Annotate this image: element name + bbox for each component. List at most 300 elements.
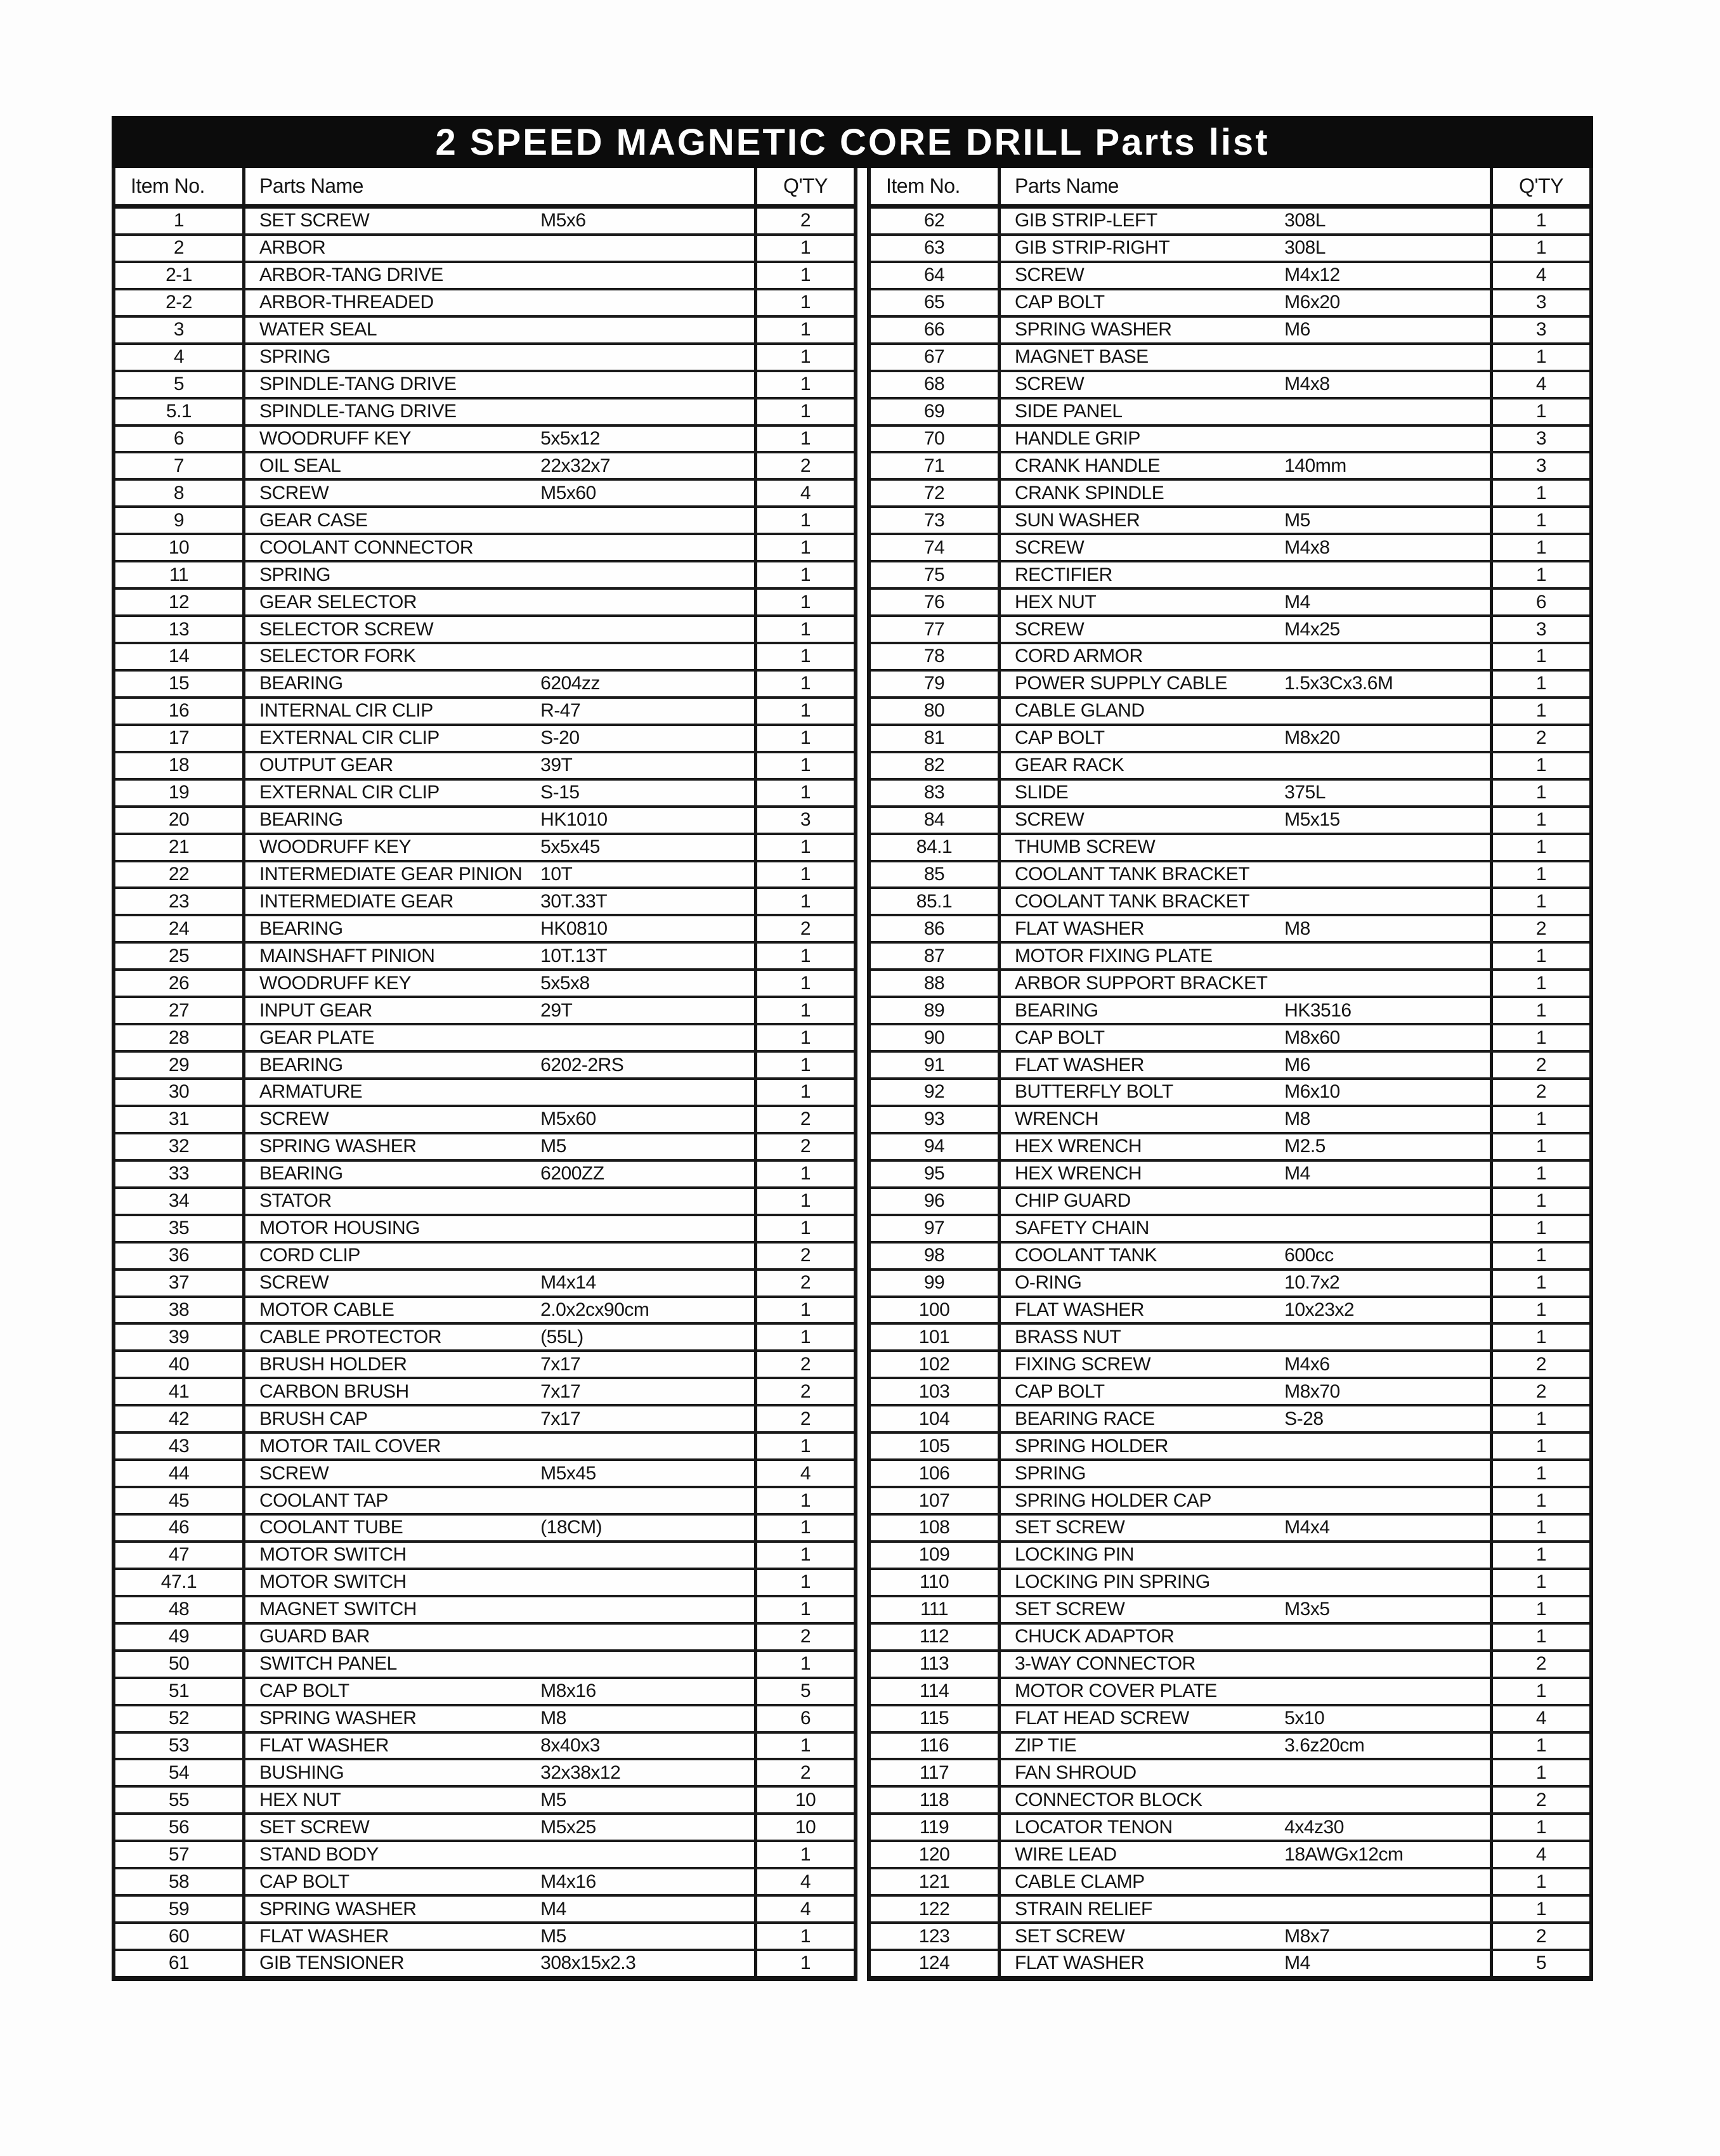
parts-name-cell: [1001, 998, 1493, 1023]
item-no-cell: 71: [871, 453, 1001, 478]
part-spec-text: 3.6z20cm: [1284, 1734, 1365, 1756]
item-no-cell: 26: [115, 971, 245, 996]
parts-name-cell: [245, 1189, 757, 1214]
table-row: [115, 1379, 854, 1406]
qty-cell: 1: [800, 1299, 811, 1320]
part-spec-text: R-47: [540, 700, 581, 722]
part-name-text: CABLE GLAND: [1015, 700, 1145, 722]
qty-cell: 4: [800, 1871, 811, 1892]
parts-name-cell: [1001, 1162, 1493, 1186]
item-no-cell: 11: [115, 562, 245, 587]
parts-name-cell: [245, 862, 757, 887]
part-name-text: WOODRUFF KEY: [259, 972, 411, 994]
table-row: [871, 535, 1589, 562]
qty-cell: 2: [1535, 1353, 1547, 1375]
part-name-text: FLAT WASHER: [1015, 918, 1144, 939]
part-name-text: ARBOR: [259, 237, 326, 259]
part-name-text: CAP BOLT: [259, 1680, 349, 1702]
part-name-text: COOLANT TANK: [1015, 1245, 1157, 1266]
qty-cell: 1: [1535, 1163, 1547, 1185]
qty-cell: 2: [1535, 1380, 1547, 1402]
qty-cell: 1: [1535, 1626, 1547, 1647]
table-row: [871, 1271, 1589, 1298]
qty-cell: 1: [1535, 1816, 1547, 1838]
part-name-text: CARBON BRUSH: [259, 1380, 409, 1402]
table-row: [115, 1216, 854, 1244]
parts-name-cell: [1001, 1734, 1493, 1758]
item-no-cell: 81: [871, 726, 1001, 751]
part-name-text: COOLANT TAP: [259, 1490, 388, 1511]
item-no-cell: 34: [115, 1189, 245, 1214]
part-name-text: ARBOR-TANG DRIVE: [259, 264, 443, 286]
part-name-text: GEAR SELECTOR: [259, 591, 417, 613]
item-no-cell: 95: [871, 1162, 1001, 1186]
qty-cell: 1: [1535, 945, 1547, 966]
qty-cell: 4: [1535, 1708, 1547, 1729]
table-row: [115, 209, 854, 236]
part-name-text: SET SCREW: [1015, 1925, 1125, 1947]
parts-name-cell: [1001, 290, 1493, 315]
table-row: [115, 1352, 854, 1379]
parts-name-cell: [1001, 808, 1493, 833]
qty-cell: 1: [800, 890, 811, 912]
part-name-text: HEX NUT: [259, 1789, 341, 1810]
item-no-cell: 49: [115, 1625, 245, 1649]
part-name-text: CORD ARMOR: [1015, 646, 1143, 667]
table-row: [115, 1080, 854, 1107]
qty-cell: 1: [800, 945, 811, 966]
qty-cell: 10: [795, 1816, 816, 1838]
item-no-cell: 37: [115, 1271, 245, 1296]
part-spec-text: M2.5: [1284, 1136, 1326, 1157]
qty-cell: 1: [1535, 1108, 1547, 1130]
part-name-text: MOTOR HOUSING: [259, 1218, 420, 1239]
part-name-text: WRENCH: [1015, 1108, 1098, 1130]
table-row: [871, 1244, 1589, 1271]
parts-name-cell: [245, 1461, 757, 1486]
part-spec-text: M6: [1284, 319, 1310, 341]
part-spec-text: 10x23x2: [1284, 1299, 1355, 1320]
parts-name-cell: [245, 427, 757, 451]
parts-name-cell: [245, 699, 757, 724]
parts-name-cell: [245, 1924, 757, 1949]
item-no-cell: 99: [871, 1271, 1001, 1296]
item-no-cell: 56: [115, 1815, 245, 1840]
qty-cell: 1: [1535, 1245, 1547, 1266]
qty-cell: 1: [800, 292, 811, 313]
item-no-cell: 112: [871, 1625, 1001, 1649]
item-no-cell: 84.1: [871, 835, 1001, 860]
item-no-cell: 118: [871, 1788, 1001, 1812]
table-row: [115, 1706, 854, 1734]
item-no-cell: 96: [871, 1189, 1001, 1214]
part-name-text: LOCATOR TENON: [1015, 1816, 1173, 1838]
qty-cell: 1: [1535, 210, 1547, 231]
table-row: [115, 971, 854, 998]
qty-cell: 2: [1535, 1054, 1547, 1075]
qty-cell: 2: [800, 1380, 811, 1402]
qty-cell: 1: [1535, 1435, 1547, 1457]
item-no-cell: 61: [115, 1951, 245, 1976]
part-name-text: ARBOR-THREADED: [259, 292, 434, 313]
item-no-cell: 3: [115, 318, 245, 342]
parts-name-cell: [245, 1053, 757, 1077]
parts-name-cell: [245, 835, 757, 860]
parts-name-cell: [1001, 1788, 1493, 1812]
qty-cell: 1: [1535, 1027, 1547, 1048]
qty-cell: 2: [800, 1108, 811, 1130]
item-no-cell: 110: [871, 1570, 1001, 1595]
table-row: [871, 862, 1589, 890]
qty-cell: 2: [1535, 1081, 1547, 1103]
part-name-text: WOODRUFF KEY: [259, 427, 411, 449]
item-no-cell: 46: [115, 1516, 245, 1540]
parts-name-cell: [245, 808, 757, 833]
qty-cell: 1: [1535, 646, 1547, 667]
parts-name-cell: [245, 562, 757, 587]
qty-cell: 1: [800, 319, 811, 341]
parts-name-cell: [1001, 1951, 1493, 1976]
item-no-cell: 43: [115, 1434, 245, 1458]
part-spec-text: M4x16: [540, 1871, 596, 1892]
parts-name-cell: [1001, 1189, 1493, 1214]
item-no-cell: 10: [115, 535, 245, 560]
table-row: [115, 726, 854, 753]
item-no-cell: 38: [115, 1298, 245, 1323]
part-name-text: SPRING: [1015, 1462, 1086, 1484]
part-name-text: EXTERNAL CIR CLIP: [259, 727, 440, 749]
qty-cell: 2: [1535, 1925, 1547, 1947]
table-row: [871, 1597, 1589, 1625]
item-no-cell: 41: [115, 1379, 245, 1404]
part-name-text: SPINDLE-TANG DRIVE: [259, 373, 457, 395]
item-no-cell: 82: [871, 753, 1001, 778]
qty-cell: 1: [800, 237, 811, 259]
parts-name-cell: [245, 1244, 757, 1268]
table-row: [871, 971, 1589, 998]
table-row: [871, 835, 1589, 862]
table-row: [115, 1652, 854, 1679]
part-spec-text: M6x20: [1284, 292, 1340, 313]
part-spec-text: 29T: [540, 999, 573, 1021]
qty-cell: 1: [1535, 1408, 1547, 1429]
table-row: [871, 1488, 1589, 1516]
parts-name-cell: [1001, 1325, 1493, 1349]
item-no-cell: 35: [115, 1216, 245, 1241]
parts-name-cell: [1001, 1597, 1493, 1622]
qty-cell: 1: [800, 1544, 811, 1566]
parts-name-cell: [245, 1488, 757, 1513]
item-no-cell: 102: [871, 1352, 1001, 1377]
parts-name-cell: [245, 753, 757, 778]
qty-cell: 1: [800, 373, 811, 395]
item-no-cell: 54: [115, 1760, 245, 1785]
table-row: [115, 590, 854, 617]
qty-cell: 1: [1535, 536, 1547, 558]
item-no-cell: 68: [871, 372, 1001, 397]
item-no-cell: 74: [871, 535, 1001, 560]
qty-cell: 3: [1535, 319, 1547, 341]
parts-name-cell: [1001, 1679, 1493, 1704]
part-name-text: SCREW: [259, 1272, 329, 1294]
part-spec-text: M5x15: [1284, 809, 1340, 831]
qty-cell: 6: [800, 1708, 811, 1729]
item-no-cell: 53: [115, 1734, 245, 1758]
table-row: [115, 916, 854, 944]
part-name-text: STAND BODY: [259, 1843, 379, 1865]
table-row: [871, 1189, 1589, 1216]
table-row: [115, 345, 854, 372]
part-name-text: SLIDE: [1015, 782, 1069, 803]
table-row: [871, 944, 1589, 971]
qty-cell: 1: [800, 1163, 811, 1185]
table-row: [115, 1271, 854, 1298]
table-row: [871, 1461, 1589, 1488]
part-spec-text: M5x60: [540, 1108, 596, 1130]
qty-cell: 1: [1535, 509, 1547, 531]
parts-name-cell: [245, 1951, 757, 1976]
part-name-text: LOCKING PIN SPRING: [1015, 1571, 1210, 1593]
parts-name-cell: [245, 1815, 757, 1840]
part-spec-text: 600cc: [1284, 1245, 1334, 1266]
item-no-cell: 6: [115, 427, 245, 451]
parts-name-cell: [245, 1570, 757, 1595]
table-row: [115, 672, 854, 699]
part-spec-text: 6200ZZ: [540, 1163, 604, 1185]
table-row: [871, 1025, 1589, 1053]
table-row: [871, 1842, 1589, 1869]
qty-cell: 2: [800, 1408, 811, 1429]
item-no-cell: 47.1: [115, 1570, 245, 1595]
table-row: [871, 808, 1589, 835]
table-row: [871, 1080, 1589, 1107]
parts-name-cell: [1001, 1298, 1493, 1323]
qty-cell: 1: [1535, 863, 1547, 885]
item-no-cell: 107: [871, 1488, 1001, 1513]
part-name-text: BEARING RACE: [1015, 1408, 1155, 1429]
qty-cell: 4: [1535, 373, 1547, 395]
parts-name-cell: [1001, 318, 1493, 342]
table-row: [115, 889, 854, 916]
parts-name-cell: [1001, 1516, 1493, 1540]
part-name-text: FAN SHROUD: [1015, 1762, 1137, 1783]
parts-name-cell: [1001, 1706, 1493, 1731]
qty-cell: 3: [1535, 618, 1547, 640]
item-no-cell: 72: [871, 481, 1001, 505]
item-no-cell: 116: [871, 1734, 1001, 1758]
table-row: [115, 1244, 854, 1271]
qty-cell: 2: [800, 1245, 811, 1266]
part-name-text: INTERMEDIATE GEAR: [259, 890, 453, 912]
item-no-cell: 8: [115, 481, 245, 505]
table-row: [115, 508, 854, 535]
part-spec-text: M8: [1284, 1108, 1310, 1130]
qty-cell: 1: [1535, 401, 1547, 422]
table-row: [871, 427, 1589, 454]
table-row: [871, 453, 1589, 481]
part-name-text: SCREW: [259, 1108, 329, 1130]
part-name-text: BUSHING: [259, 1762, 344, 1783]
part-name-text: SPINDLE-TANG DRIVE: [259, 401, 457, 422]
table-row: [871, 1162, 1589, 1189]
qty-cell: 10: [795, 1789, 816, 1810]
table-row: [115, 1815, 854, 1842]
table-row: [871, 1352, 1589, 1379]
table-row: [871, 1053, 1589, 1080]
item-no-cell: 100: [871, 1298, 1001, 1323]
qty-cell: 4: [1535, 264, 1547, 286]
qty-cell: 1: [800, 1653, 811, 1675]
item-no-cell: 30: [115, 1080, 245, 1105]
table-row: [871, 1951, 1589, 1976]
parts-name-cell: [245, 1869, 757, 1894]
table-row: [115, 1543, 854, 1570]
parts-name-cell: [245, 290, 757, 315]
item-no-cell: 9: [115, 508, 245, 533]
table-row: [115, 1760, 854, 1788]
table-row: [871, 1406, 1589, 1434]
qty-cell: 1: [800, 1571, 811, 1593]
table-row: [115, 1107, 854, 1134]
qty-cell: 1: [800, 1952, 811, 1974]
qty-cell: 1: [800, 727, 811, 749]
table-row: [871, 562, 1589, 590]
part-name-text: HEX NUT: [1015, 591, 1097, 613]
item-no-cell: 16: [115, 699, 245, 724]
header-row-left: [115, 168, 854, 204]
item-no-cell: 44: [115, 1461, 245, 1486]
part-spec-text: 308L: [1284, 237, 1326, 259]
part-name-text: SET SCREW: [259, 1816, 370, 1838]
parts-name-cell: [245, 1025, 757, 1050]
item-no-cell: 18: [115, 753, 245, 778]
parts-name-cell: [1001, 236, 1493, 261]
table-row: [871, 481, 1589, 508]
table-row: [115, 1053, 854, 1080]
qty-cell: 4: [800, 1462, 811, 1484]
part-name-text: SPRING WASHER: [259, 1898, 417, 1919]
col-header-qty: Q'TY: [783, 174, 828, 197]
parts-name-cell: [1001, 835, 1493, 860]
part-name-text: BEARING: [259, 673, 343, 694]
parts-name-cell: [1001, 1434, 1493, 1458]
part-name-text: INTERMEDIATE GEAR PINION: [259, 863, 523, 885]
item-no-cell: 78: [871, 644, 1001, 669]
item-no-cell: 98: [871, 1244, 1001, 1268]
part-name-text: ARBOR SUPPORT BRACKET: [1015, 972, 1268, 994]
parts-name-cell: [245, 1107, 757, 1132]
parts-name-cell: [245, 1625, 757, 1649]
qty-cell: 1: [1535, 782, 1547, 803]
qty-cell: 2: [800, 1762, 811, 1783]
item-no-cell: 103: [871, 1379, 1001, 1404]
part-spec-text: HK1010: [540, 809, 608, 831]
item-no-cell: 75: [871, 562, 1001, 587]
part-name-text: CORD CLIP: [259, 1245, 360, 1266]
qty-cell: 1: [1535, 1871, 1547, 1892]
parts-name-cell: [1001, 944, 1493, 968]
table-row: [115, 1625, 854, 1652]
table-row: [871, 781, 1589, 808]
table-row: [115, 1461, 854, 1488]
table-row: [871, 644, 1589, 672]
part-spec-text: M5: [540, 1789, 566, 1810]
table-row: [871, 263, 1589, 290]
part-spec-text: 308x15x2.3: [540, 1952, 636, 1974]
header-left-half: [112, 168, 857, 209]
qty-cell: 1: [1535, 809, 1547, 831]
item-no-cell: 65: [871, 290, 1001, 315]
qty-cell: 1: [800, 999, 811, 1021]
qty-cell: 2: [800, 1136, 811, 1157]
item-no-cell: 69: [871, 399, 1001, 424]
part-name-text: BRUSH CAP: [259, 1408, 368, 1429]
parts-name-cell: [245, 1434, 757, 1458]
part-name-text: CHIP GUARD: [1015, 1190, 1131, 1212]
parts-name-cell: [245, 781, 757, 805]
item-no-cell: 5: [115, 372, 245, 397]
qty-cell: 3: [1535, 292, 1547, 313]
qty-cell: 1: [1535, 564, 1547, 585]
parts-name-cell: [245, 998, 757, 1023]
parts-name-cell: [1001, 726, 1493, 751]
col-header-parts-name: Parts Name: [1001, 168, 1493, 204]
qty-cell: 2: [800, 455, 811, 476]
part-spec-text: M8x7: [1284, 1925, 1330, 1947]
parts-name-cell: [245, 617, 757, 642]
item-no-cell: 59: [115, 1897, 245, 1921]
table-row: [871, 1760, 1589, 1788]
part-spec-text: 140mm: [1284, 455, 1346, 476]
parts-rows-left: [112, 209, 857, 1981]
qty-cell: 2: [1535, 1653, 1547, 1675]
table-row: [115, 998, 854, 1025]
item-no-cell: 14: [115, 644, 245, 669]
item-no-cell: 25: [115, 944, 245, 968]
qty-cell: 4: [1535, 1843, 1547, 1865]
parts-name-cell: [245, 1406, 757, 1431]
table-row: [115, 617, 854, 644]
part-spec-text: 7x17: [540, 1380, 581, 1402]
qty-cell: 1: [800, 264, 811, 286]
qty-cell: 1: [800, 1054, 811, 1075]
part-spec-text: M8x16: [540, 1680, 596, 1702]
table-row: [115, 427, 854, 454]
part-spec-text: M5: [1284, 509, 1310, 531]
parts-name-cell: [245, 1162, 757, 1186]
parts-name-cell: [1001, 1107, 1493, 1132]
item-no-cell: 7: [115, 453, 245, 478]
item-no-cell: 101: [871, 1325, 1001, 1349]
part-name-text: SIDE PANEL: [1015, 401, 1123, 422]
qty-cell: 1: [1535, 1762, 1547, 1783]
parts-name-cell: [245, 1842, 757, 1867]
qty-cell: 1: [800, 346, 811, 368]
qty-cell: 1: [800, 1027, 811, 1048]
table-row: [115, 699, 854, 726]
parts-name-cell: [1001, 916, 1493, 941]
table-row: [871, 1706, 1589, 1734]
part-name-text: GIB STRIP-LEFT: [1015, 210, 1157, 231]
item-no-cell: 45: [115, 1488, 245, 1513]
parts-name-cell: [245, 1679, 757, 1704]
parts-name-cell: [1001, 508, 1493, 533]
qty-cell: 6: [1535, 591, 1547, 613]
qty-cell: 1: [1535, 1462, 1547, 1484]
item-no-cell: 97: [871, 1216, 1001, 1241]
part-spec-text: M8x70: [1284, 1380, 1340, 1402]
item-no-cell: 124: [871, 1951, 1001, 1976]
